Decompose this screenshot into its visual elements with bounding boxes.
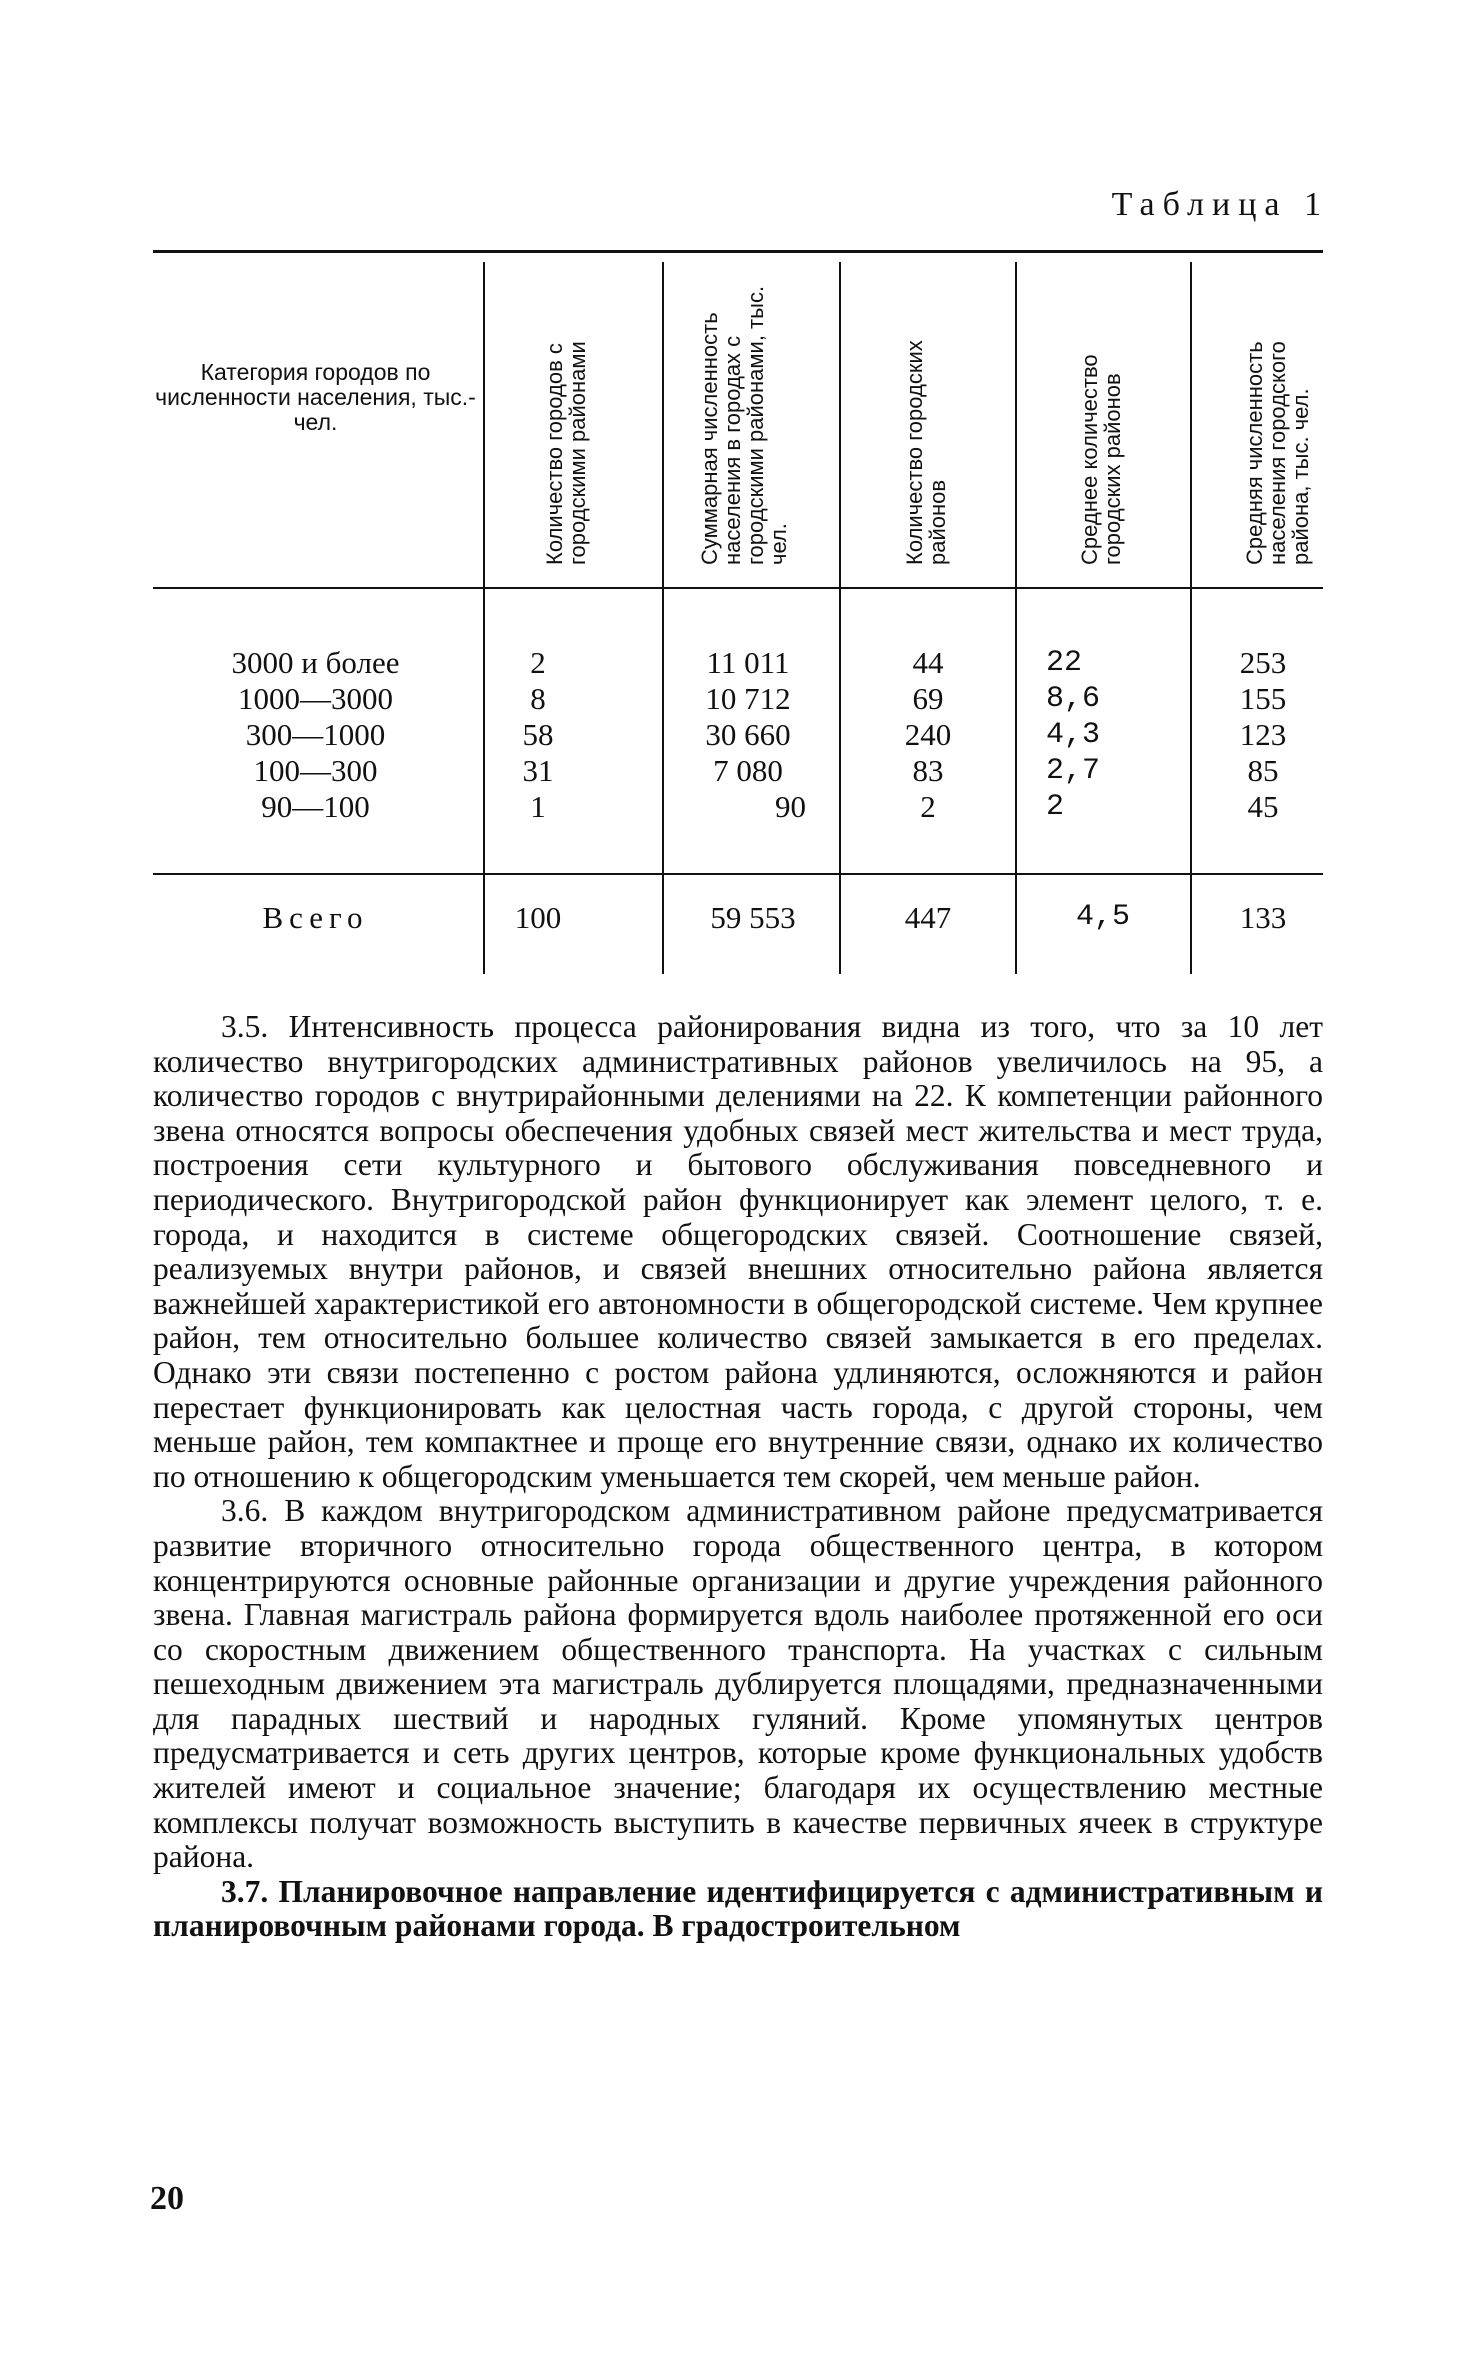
header-avg-population <box>1243 260 1323 580</box>
column-population <box>678 645 818 825</box>
table-cell: 2 <box>1046 790 1065 824</box>
paragraph-3-6: 3.6. В каждом внутригородском административном районе предусматривается развитие вторичного относительно города общественного центра, в котором концентрируются основные районные организации и другие учреждения районного звена. Главная магистраль района формируется вдоль наиболее протяженной его оси со скоростным движением общественного транспорта. На участках с сильным пешеходным движением эта магистраль дублируется площадями, предназначенными для парадных шествий и народных гуляний. Кроме упомянутых центров предусматривается и сеть других центров, которые кроме функциональных удобств жителей имеют и социальное значение; благодаря их осуществлению местные комплексы получат возможность выступить в качестве первичных ячеек в структуре района. <box>153 1493 1323 1875</box>
total-cities: 100 <box>514 900 562 935</box>
table-cell: 4,3 <box>1046 718 1101 752</box>
table-cell: 30 660 <box>705 717 791 752</box>
header-cities-text: Количество городов с городскими районами <box>542 341 590 565</box>
table-header-rule <box>153 587 1323 589</box>
table-cell: 45 <box>1247 789 1279 824</box>
column-avg-districts <box>1046 645 1126 825</box>
table-col-divider <box>1190 262 1192 974</box>
table-cell: 69 <box>912 681 944 716</box>
table-col-divider <box>662 262 664 974</box>
total-population: 59 553 <box>710 900 796 935</box>
table-cell: 44 <box>912 645 944 680</box>
table-col-divider <box>839 262 841 974</box>
table-cell: 2 <box>920 789 936 824</box>
table-cell: 58 <box>522 717 554 752</box>
table-cell: 10 712 <box>705 681 791 716</box>
header-districts-text: Количество городских районов <box>902 340 950 565</box>
table-cell: 31 <box>522 753 554 788</box>
column-districts <box>853 645 1003 825</box>
table-cell: 1000—3000 <box>238 681 393 716</box>
total-districts: 447 <box>904 900 952 935</box>
table-col-divider <box>1015 262 1017 974</box>
table-cell: 22 <box>1046 646 1083 680</box>
body-text <box>153 1010 1323 1944</box>
header-category: Категория городов по численности населения, тыс.-чел. <box>155 359 476 435</box>
header-population-text: Суммарная численность населения в городах с городскими районами, тыс. чел. <box>697 285 791 565</box>
data-table <box>153 250 1323 980</box>
column-cities <box>493 645 583 825</box>
table-cell: 90 <box>775 789 806 824</box>
table-cell: 8,6 <box>1046 682 1101 716</box>
total-avg-districts: 4,5 <box>1075 900 1130 934</box>
table-cell: 83 <box>912 753 944 788</box>
table-col-divider <box>483 262 485 974</box>
table-cell: 7 080 <box>713 753 783 788</box>
header-avg-districts <box>1078 260 1178 580</box>
header-population <box>698 260 828 580</box>
total-label: Всего <box>262 900 369 935</box>
table-caption: Таблица 1 <box>1111 186 1329 223</box>
table-cell: 300—1000 <box>245 717 386 752</box>
header-avg-population-text: Средняя численность населения городского района, тыс. чел. <box>1242 341 1313 565</box>
header-avg-districts-text: Среднее количество городских районов <box>1077 354 1125 565</box>
table-cell: 3000 и более <box>231 645 400 680</box>
table-cell: 2 <box>530 645 546 680</box>
column-category <box>153 645 478 825</box>
total-avg-population: 133 <box>1239 900 1287 935</box>
table-cell: 85 <box>1247 753 1279 788</box>
table-cell: 253 <box>1239 645 1287 680</box>
table-cell: 240 <box>904 717 952 752</box>
page-number: 20 <box>150 2180 184 2217</box>
table-cell: 155 <box>1239 681 1287 716</box>
table-body-rule <box>153 873 1323 875</box>
table-cell: 123 <box>1239 717 1287 752</box>
table-cell: 90—100 <box>261 789 370 824</box>
table-top-rule <box>153 250 1323 253</box>
paragraph-3-7: 3.7. Планировочное направление идентифицируется с административным и планировочным районами города. В градостроительном <box>153 1873 1323 1944</box>
table-cell: 100—300 <box>253 753 378 788</box>
table-cell: 11 011 <box>706 645 790 680</box>
table-cell: 1 <box>530 789 546 824</box>
paragraph-3-5: 3.5. Интенсивность процесса районирования видна из того, что за 10 лет количество внутригородских административных районов увеличилось на 95, а количество городов с внутрирайонными делениями на 22. К компетенции районного звена относятся вопросы обеспечения удобных связей мест жительства и мест труда, построения сети культурного и бытового обслуживания повседневного и периодического. Внутригородской район функционирует как элемент целого, т. е. города, и находится в системе общегородских связей. Соотношение связей, реализуемых внутри районов, и связей внешних относительно района является важнейшей характеристикой его автономности в общегородской системе. Чем крупнее район, тем относительно большее количество связей замыкается в его пределах. Однако эти связи постепенно с ростом района удлиняются, осложняются и район перестает функционировать как целостная часть города, с другой стороны, чем меньше район, тем компактнее и проще его внутренние связи, однако их количество по отношению к общегородским уменьшается тем скорей, чем меньше район. <box>153 1009 1323 1494</box>
table-cell: 2,7 <box>1046 754 1101 788</box>
column-avg-population <box>1203 645 1323 825</box>
table-cell: 8 <box>530 681 546 716</box>
header-districts <box>903 260 1003 580</box>
header-cities <box>543 260 643 580</box>
